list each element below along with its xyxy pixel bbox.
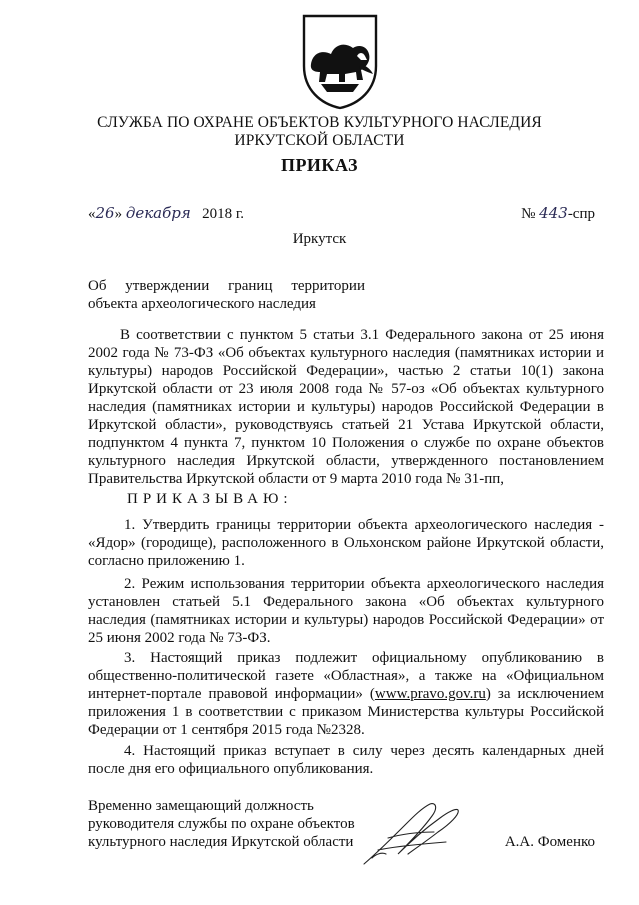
decree-heading: ПРИКАЗЫВАЮ: [127,491,293,507]
city-name: Иркутск [292,231,347,247]
date-month: декабря [125,204,191,222]
item3-text-before: 3. Настоящий приказ подлежит официальному опубликованию в общественно-политической газете «Областная», а также на «Официальном интернет-портале правовой информации» ( [88,650,604,702]
agency-name-line2: ИРКУТСКОЙ ОБЛАСТИ [234,132,405,149]
position-line: Временно замещающий должность [88,798,314,814]
order-subject [88,277,378,313]
order-item-1: 1. Утвердить границы территории объекта археологического наследия - «Ядор» (городище), расположенного в Ольхонском районе Иркутской области, согласно приложению 1. [88,517,604,569]
date-close-quote: » [114,206,123,222]
document-type-title: ПРИКАЗ [280,155,359,175]
agency-name-line1: СЛУЖБА ПО ОХРАНЕ ОБЪЕКТОВ КУЛЬТУРНОГО НАСЛЕДИЯ [97,114,542,131]
item3-text-after: ) за исключением приложения 1 в соответствии с приказом Министерства культуры Российской Федерации от 1 сентября 2015 года №2328. [88,686,604,738]
date-open-quote: « [88,206,96,222]
pravo-link[interactable]: www.pravo.gov.ru [374,686,486,702]
subject-word: утверждении [125,278,210,294]
handwritten-signature-icon [358,798,468,870]
signatory-position [88,797,355,851]
date-day: 26 [95,204,115,222]
signatory-name: А.А. Фоменко [504,834,595,850]
number-suffix: -спр [567,206,595,222]
position-line: культурного наследия Иркутской области [88,834,354,850]
subject-line1 [88,277,365,295]
document-date [88,204,244,223]
subject-word: границ [228,278,273,294]
preamble-paragraph: В соответствии с пунктом 5 статьи 3.1 Федерального закона от 25 июня 2002 года № 73-ФЗ «Об объектах культурного наследия (памятниках истории и культуры) народов Российской Федерации», частью 2 статьи 10(1) закона Иркутской области от 23 июля 2008 года № 57-оз «Об объектах культурного наследия (памятниках истории и культуры) народов Российской Федерации в Иркутской области», руководствуясь статьей 21 Устава Иркутской области, подпунктом 4 пункта 7, пунктом 10 Положения о службе по охране объектов культурного наследия Иркутской области, утвержденного постановлением Правительства Иркутской области от 9 марта 2010 года № 31-пп, [88,327,604,487]
order-item-3 [88,649,604,739]
document-number [521,204,595,223]
order-item-4: 4. Настоящий приказ вступает в силу через десять календарных дней после дня его официального опубликования. [88,743,604,777]
date-year: 2018 г. [202,206,245,222]
subject-word: территории [291,278,365,294]
number-value: 443 [539,204,568,222]
order-item-2: 2. Режим использования территории объекта археологического наследия установлен статьей 5.1 Федерального закона «Об объектах культурного наследия (памятниках истории и культуры) народов Российской Федерации» от 25 июня 2002 года № 73-ФЗ. [88,576,604,646]
position-line: руководителя службы по охране объектов [88,816,355,832]
subject-line2: объекта археологического наследия [88,296,316,312]
subject-word: Об [88,278,107,294]
irkutsk-coat-of-arms-icon [301,14,379,110]
number-prefix: № [521,206,536,222]
